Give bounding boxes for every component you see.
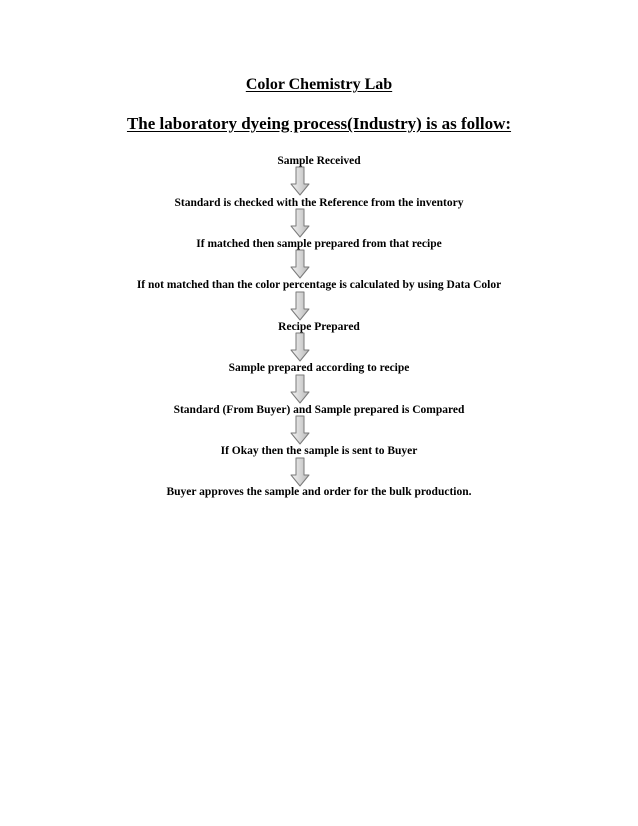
- document-subtitle: The laboratory dyeing process(Industry) is as follow:: [126, 114, 512, 133]
- flow-step-sample-prepared: Sample prepared according to recipe: [228, 362, 410, 374]
- flow-step-buyer-approves: Buyer approves the sample and order for the bulk production.: [166, 486, 472, 498]
- flow-step-standard-checked: Standard is checked with the Reference from the inventory: [174, 197, 464, 209]
- down-arrow-icon: [289, 291, 311, 321]
- down-arrow-icon: [289, 332, 311, 362]
- down-arrow-icon: [289, 457, 311, 487]
- flow-step-if-not-matched: If not matched than the color percentage is calculated by using Data Color: [136, 279, 502, 291]
- down-arrow-icon: [289, 374, 311, 404]
- down-arrow-icon: [289, 208, 311, 238]
- flow-step-sent-to-buyer: If Okay then the sample is sent to Buyer: [220, 445, 418, 457]
- down-arrow-icon: [289, 415, 311, 445]
- document-title: Color Chemistry Lab: [245, 76, 393, 93]
- down-arrow-icon: [289, 166, 311, 196]
- flow-step-sample-received: Sample Received: [277, 155, 361, 167]
- flow-step-standard-compared: Standard (From Buyer) and Sample prepared is Compared: [173, 404, 465, 416]
- down-arrow-icon: [289, 249, 311, 279]
- flow-step-if-matched: If matched then sample prepared from that recipe: [196, 238, 442, 250]
- flow-step-recipe-prepared: Recipe Prepared: [278, 321, 360, 333]
